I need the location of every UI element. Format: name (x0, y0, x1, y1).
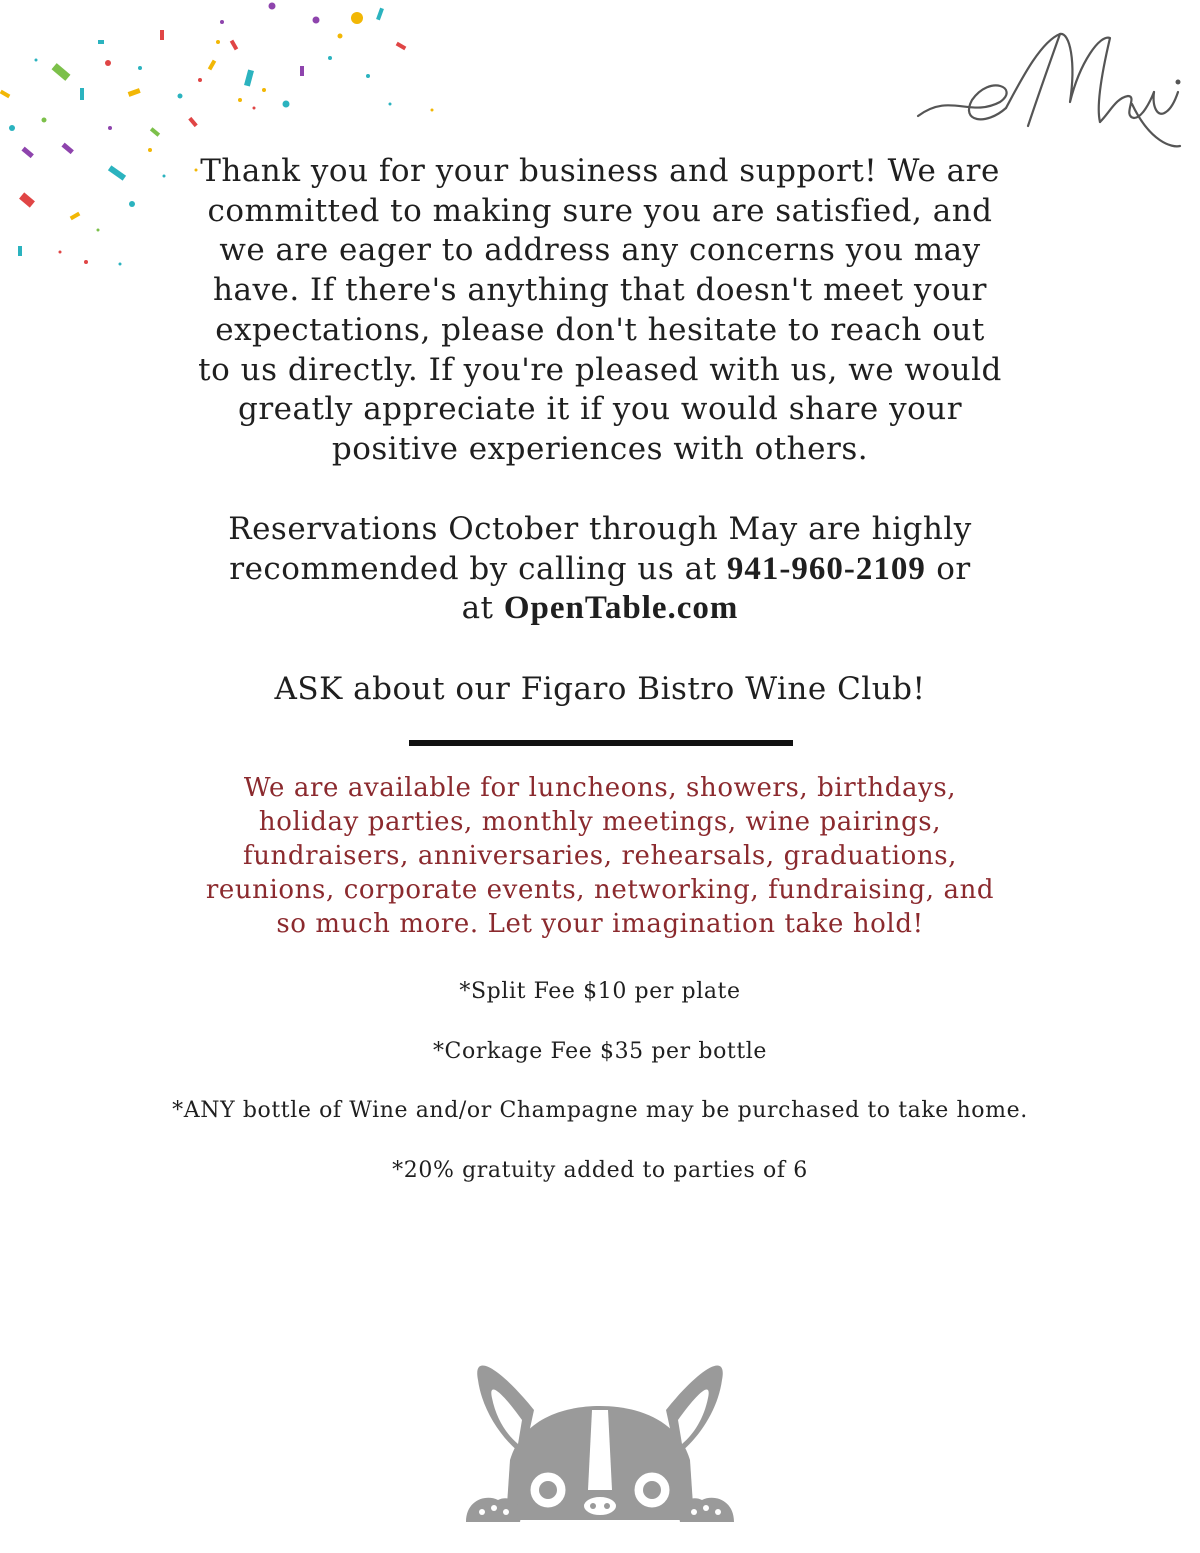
phone-number[interactable]: 941-960-2109 (726, 550, 926, 587)
take-home-wine-note: *ANY bottle of Wine and/or Champagne may be purchased to take home. (172, 1098, 1028, 1123)
gratuity-note: *20% gratuity added to parties of 6 (392, 1158, 808, 1183)
split-fee-note: *Split Fee $10 per plate (459, 979, 741, 1004)
french-bulldog-icon (462, 1340, 738, 1530)
intro-text: Thank you for your business and support! We are committed to making sure you are satisfied, and we are eager to address any concerns you may have. If there's anything that doesn't meet your expectations, please don't hesitate to reach out to us directly. If you're pleased with us, we would greatly appreciate it if you would share your positive experiences with others. (198, 153, 1002, 467)
opentable-link[interactable]: OpenTable.com (503, 590, 739, 627)
reservations-line-1: Reservations October through May are highly (228, 511, 972, 547)
merci-logo (910, 22, 1190, 161)
section-divider (409, 740, 793, 746)
reservations-at: at (461, 590, 504, 627)
reservations-line-2 (0, 550, 1200, 590)
intro-paragraph (0, 152, 1200, 470)
reservations-paragraph (0, 510, 1200, 629)
wine-club-text: ASK about our Figaro Bistro Wine Club! (274, 671, 926, 707)
corkage-fee-note: *Corkage Fee $35 per bottle (432, 1039, 768, 1064)
events-paragraph: We are available for luncheons, showers, birthdays, holiday parties, monthly meetings, wine pairings, fundraisers, anniversaries, rehearsals, graduations, reunions, corporate events, networking, fundraising, and so much more. Let your imagination take hold! (205, 773, 995, 939)
reservations-prefix: recommended by calling us at (229, 550, 727, 587)
reservations-suffix: or (925, 550, 971, 587)
reservations-line-3 (0, 589, 1200, 629)
